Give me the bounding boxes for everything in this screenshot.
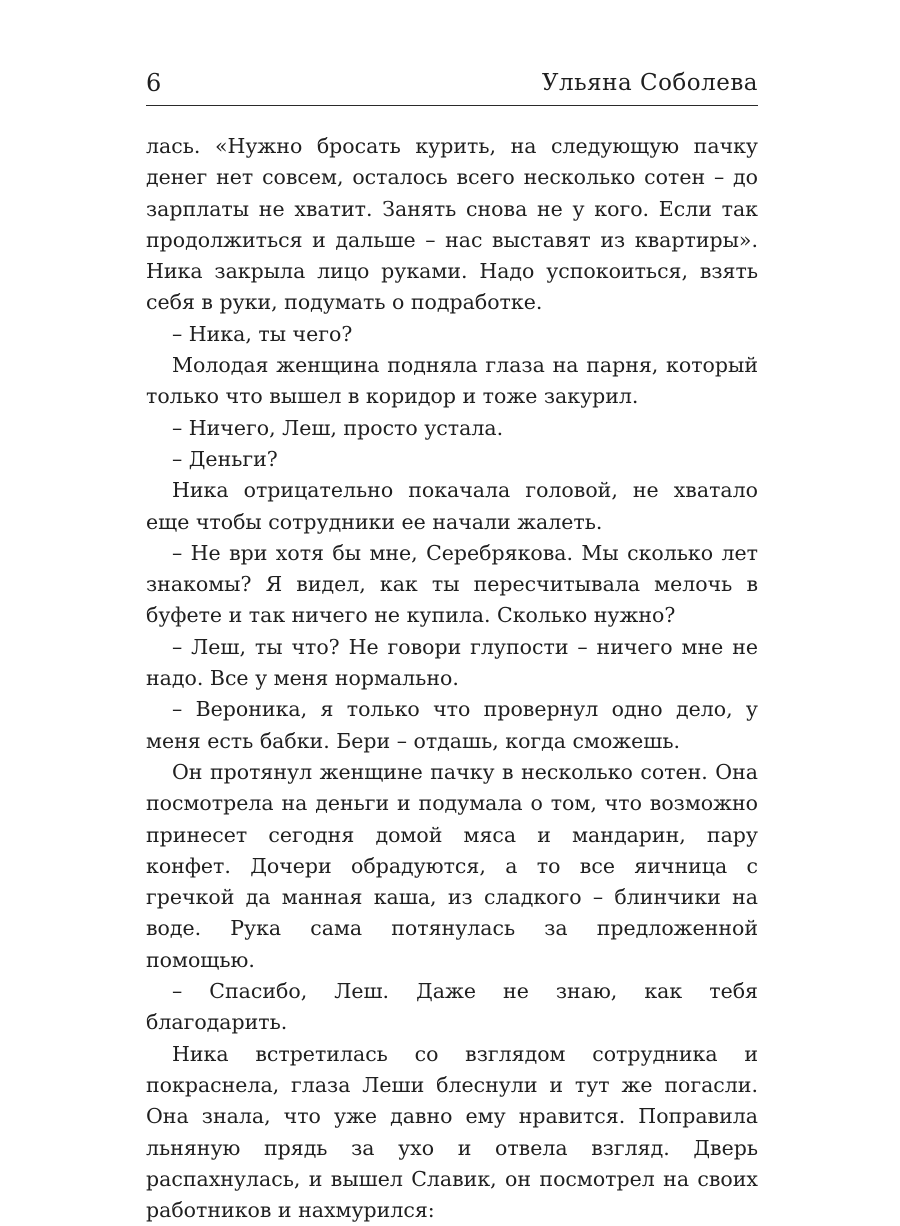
page-number: 6 — [146, 69, 162, 97]
paragraph: – Ничего, Леш, просто устала. — [172, 415, 504, 440]
paragraph: – Леш, ты что? Не говори глупости – ничего мне не надо. Все у меня нормально. — [146, 634, 758, 691]
author-name: Ульяна Соболева — [541, 70, 758, 96]
running-header — [146, 66, 758, 102]
paragraph: – Ника, ты чего? — [172, 321, 353, 346]
paragraph: Ника встретилась со взглядом сотрудника и покраснела, глаза Леши блеснули и тут же погасли. Она знала, что уже давно ему нравится. Поправила льняную прядь за ухо и отвела взгляд. Дверь распахнулась, и вышел Славик, он посмотрел на своих работников и нахмурился: — [146, 1041, 758, 1223]
paragraph: – Спасибо, Леш. Даже не знаю, как тебя благодарить. — [146, 979, 758, 1035]
header-rule — [146, 105, 758, 106]
body-text — [146, 131, 758, 1226]
paragraph: лась. «Нужно бросать курить, на следующую пачку денег нет совсем, осталось всего несколько сотен – до зарплаты не хватит. Занять снова не у кого. Если так продолжиться и дальше – нас выставят из квартиры». Ника закрыла лицо руками. Надо успокоиться, взять себя в руки, подумать о подработке. — [146, 134, 758, 315]
paragraph: – Вероника, я только что провернул одно дело, у меня есть бабки. Бери – отдашь, когда сможешь. — [146, 697, 758, 753]
paragraph: Молодая женщина подняла глаза на парня, который только что вышел в коридор и тоже закурил. — [146, 353, 758, 409]
paragraph: – Деньги? — [172, 446, 278, 471]
paragraph: Ника отрицательно покачала головой, не хватало еще чтобы сотрудники ее начали жалеть. — [146, 478, 758, 534]
paragraph: – Не ври хотя бы мне, Серебрякова. Мы сколько лет знакомы? Я видел, как ты пересчитывала мелочь в буфете и так ничего не купила. Сколько нужно? — [146, 540, 758, 628]
paragraph: Он протянул женщине пачку в несколько сотен. Она посмотрела на деньги и подумала о том, что возможно принесет сегодня домой мяса и мандарин, пару конфет. Дочери обрадуются, а то все яичница с гречкой да манная каша, из сладкого – блинчики на воде. Рука сама потянулась за предложенной помощью. — [146, 759, 758, 972]
